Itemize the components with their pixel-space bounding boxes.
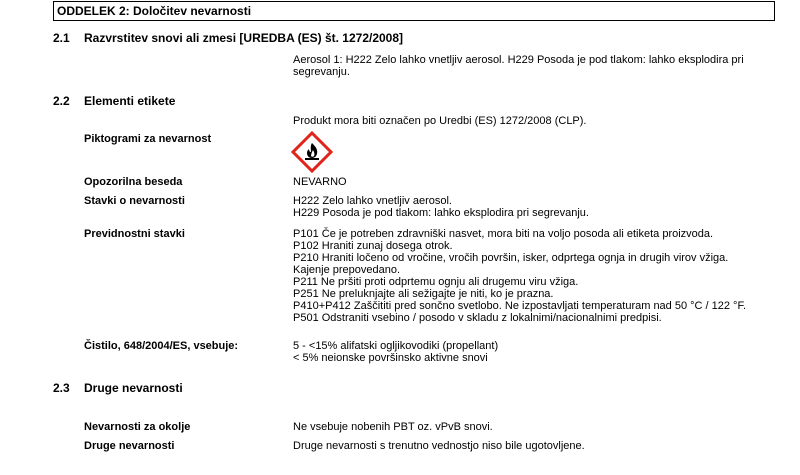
precautionary-statement: P211 Ne pršiti proti odprtemu ognju ali drugemu viru vžiga. [293,276,579,288]
environment-hazards-label: Nevarnosti za okolje [84,421,191,433]
section-header [53,1,775,21]
flame-pictogram-icon [290,130,334,174]
other-hazards-value: Druge nevarnosti s trenutno vednostjo niso bile ugotovljene. [293,440,585,452]
section-2-3-title: Druge nevarnosti [84,381,183,395]
precautionary-statement: P501 Odstraniti vsebino / posodo v skladu z lokalnimi/nacionalnimi predpisi. [293,312,662,324]
section-2-3-number: 2.3 [53,381,70,395]
detergent-label: Čistilo, 648/2004/ES, vsebuje: [84,340,239,352]
classification-line: segrevanju. [293,66,350,78]
signal-word-value: NEVARNO [293,176,347,188]
precautionary-statements [293,228,746,324]
detergent-contents [293,340,498,364]
hazard-statements [293,195,589,219]
precautionary-statement: P210 Hraniti ločeno od vročine, vročih površin, isker, odprtega ognja in drugih virov vžiga. [293,252,729,264]
signal-word-label: Opozorilna beseda [84,176,183,188]
precautionary-statement: P102 Hraniti zunaj dosega otrok. [293,240,453,252]
section-2-2-title: Elementi etikete [84,94,176,108]
hazard-statement: H222 Zelo lahko vnetljiv aerosol. [293,195,452,207]
hazard-statement: H229 Posoda je pod tlakom: lahko eksplodira pri segrevanju. [293,207,589,219]
precautionary-statement: P101 Če je potreben zdravniški nasvet, mora biti na voljo posoda ali etiketa proizvoda. [293,228,714,240]
detergent-line: < 5% neionske površinsko aktivne snovi [293,352,488,364]
precautionary-statement: P410+P412 Zaščititi pred sončno svetlobo. Ne izpostavljati temperaturam nad 50 °C / 122 °F. [293,300,747,312]
precautionary-statement: P251 Ne preluknjajte ali sežigajte je niti, ko je prazna. [293,288,554,300]
hazard-statements-label: Stavki o nevarnosti [84,195,185,207]
label-intro-text: Produkt mora biti označen po Uredbi (ES) 1272/2008 (CLP). [293,115,587,127]
classification-text [293,54,744,78]
classification-line: Aerosol 1: H222 Zelo lahko vnetljiv aerosol. H229 Posoda je pod tlakom: lahko eksplodira pri [293,54,744,66]
environment-hazards-value: Ne vsebuje nobenih PBT oz. vPvB snovi. [293,421,493,433]
other-hazards-label: Druge nevarnosti [84,440,175,452]
precautionary-statement: Kajenje prepovedano. [293,264,401,276]
section-2-1-title: Razvrstitev snovi ali zmesi [UREDBA (ES) št. 1272/2008] [84,31,404,45]
section-title: ODDELEK 2: Določitev nevarnosti [57,4,252,18]
section-2-1-number: 2.1 [53,31,70,45]
precautionary-statements-label: Previdnostni stavki [84,228,185,240]
section-2-2-number: 2.2 [53,94,70,108]
pictograms-label: Piktogrami za nevarnost [84,133,212,145]
detergent-line: 5 - <15% alifatski ogljikovodiki (propellant) [293,340,499,352]
